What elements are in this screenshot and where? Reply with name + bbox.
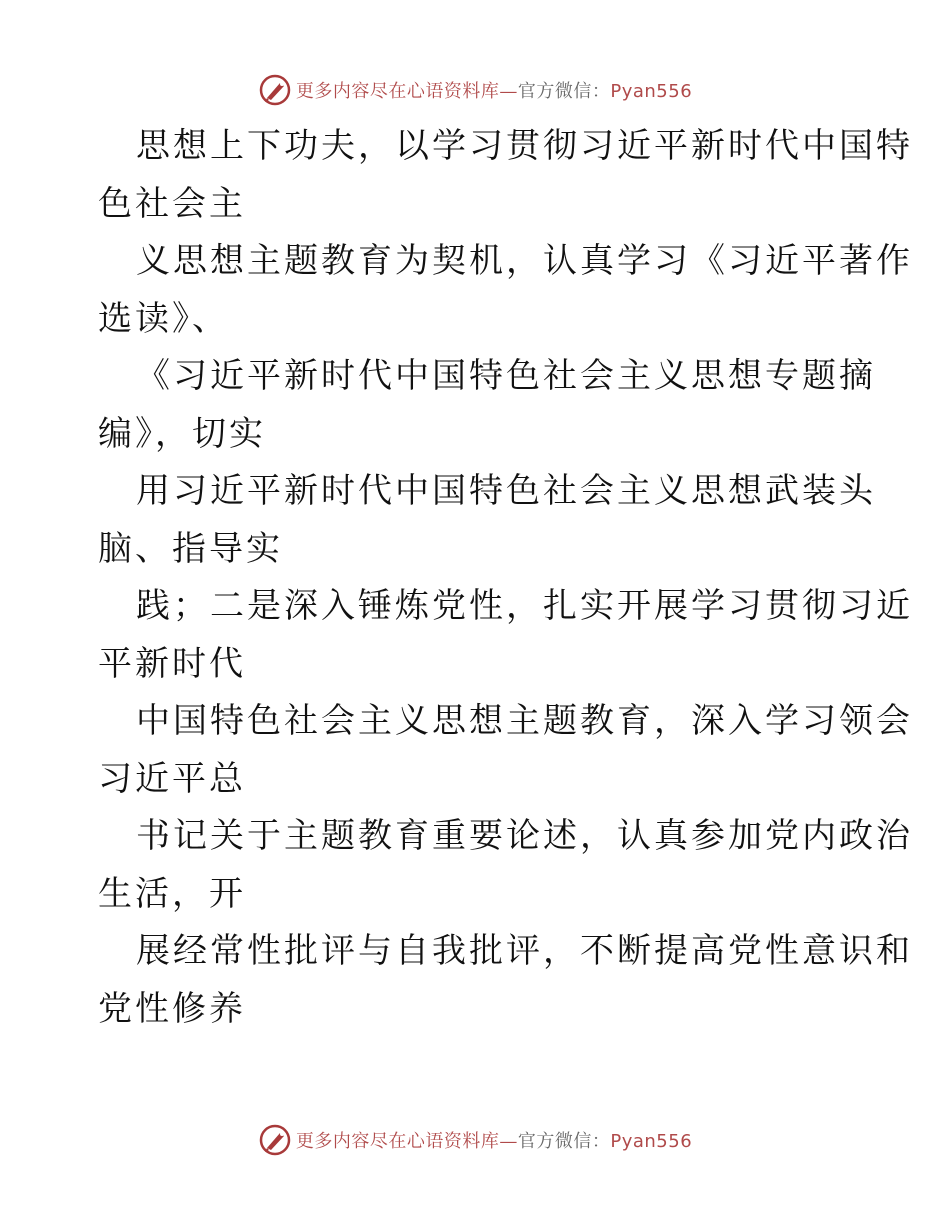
- page-footer: [0, 1120, 950, 1160]
- body-line: 平新时代: [98, 643, 246, 684]
- header-official-label: 官方微信：: [517, 81, 611, 102]
- footer-banner-text: [296, 1127, 692, 1153]
- header-banner: [258, 73, 692, 107]
- document-body: [98, 118, 913, 1038]
- body-line: 习近平总: [98, 758, 246, 799]
- pen-logo-icon: [258, 73, 292, 107]
- body-line: 践；二是深入锤炼党性，扎实开展学习贯彻习近: [136, 586, 913, 626]
- body-line: 色社会主: [98, 183, 246, 224]
- body-line: 生活，开: [98, 873, 246, 914]
- body-line: 书记关于主题教育重要论述，认真参加党内政治: [136, 816, 913, 856]
- footer-banner: [258, 1123, 692, 1157]
- body-line: 编》，切实: [98, 413, 266, 454]
- footer-separator: —: [499, 1131, 518, 1152]
- header-separator: —: [499, 81, 518, 102]
- body-line: 思想上下功夫，以学习贯彻习近平新时代中国特: [136, 126, 913, 166]
- body-line: 中国特色社会主义思想主题教育，深入学习领会: [136, 701, 913, 741]
- body-line: 脑、指导实: [98, 528, 283, 569]
- footer-site-name: 更多内容尽在心语资料库: [295, 1131, 500, 1152]
- footer-official-label: 官方微信：: [517, 1131, 611, 1152]
- header-site-name: 更多内容尽在心语资料库: [295, 81, 500, 102]
- header-wechat-id: Pyan556: [610, 81, 693, 102]
- body-line: 展经常性批评与自我批评，不断提高党性意识和: [136, 931, 913, 971]
- page-header: [0, 70, 950, 110]
- body-line: 选读》、: [98, 298, 229, 339]
- header-banner-text: [296, 77, 692, 103]
- body-line: 义思想主题教育为契机，认真学习《习近平著作: [136, 241, 913, 281]
- body-line: 《习近平新时代中国特色社会主义思想专题摘: [136, 356, 876, 396]
- body-line: 用习近平新时代中国特色社会主义思想武装头: [136, 471, 876, 511]
- pen-logo-icon: [258, 1123, 292, 1157]
- body-line: 党性修养: [98, 988, 246, 1029]
- footer-wechat-id: Pyan556: [610, 1131, 693, 1152]
